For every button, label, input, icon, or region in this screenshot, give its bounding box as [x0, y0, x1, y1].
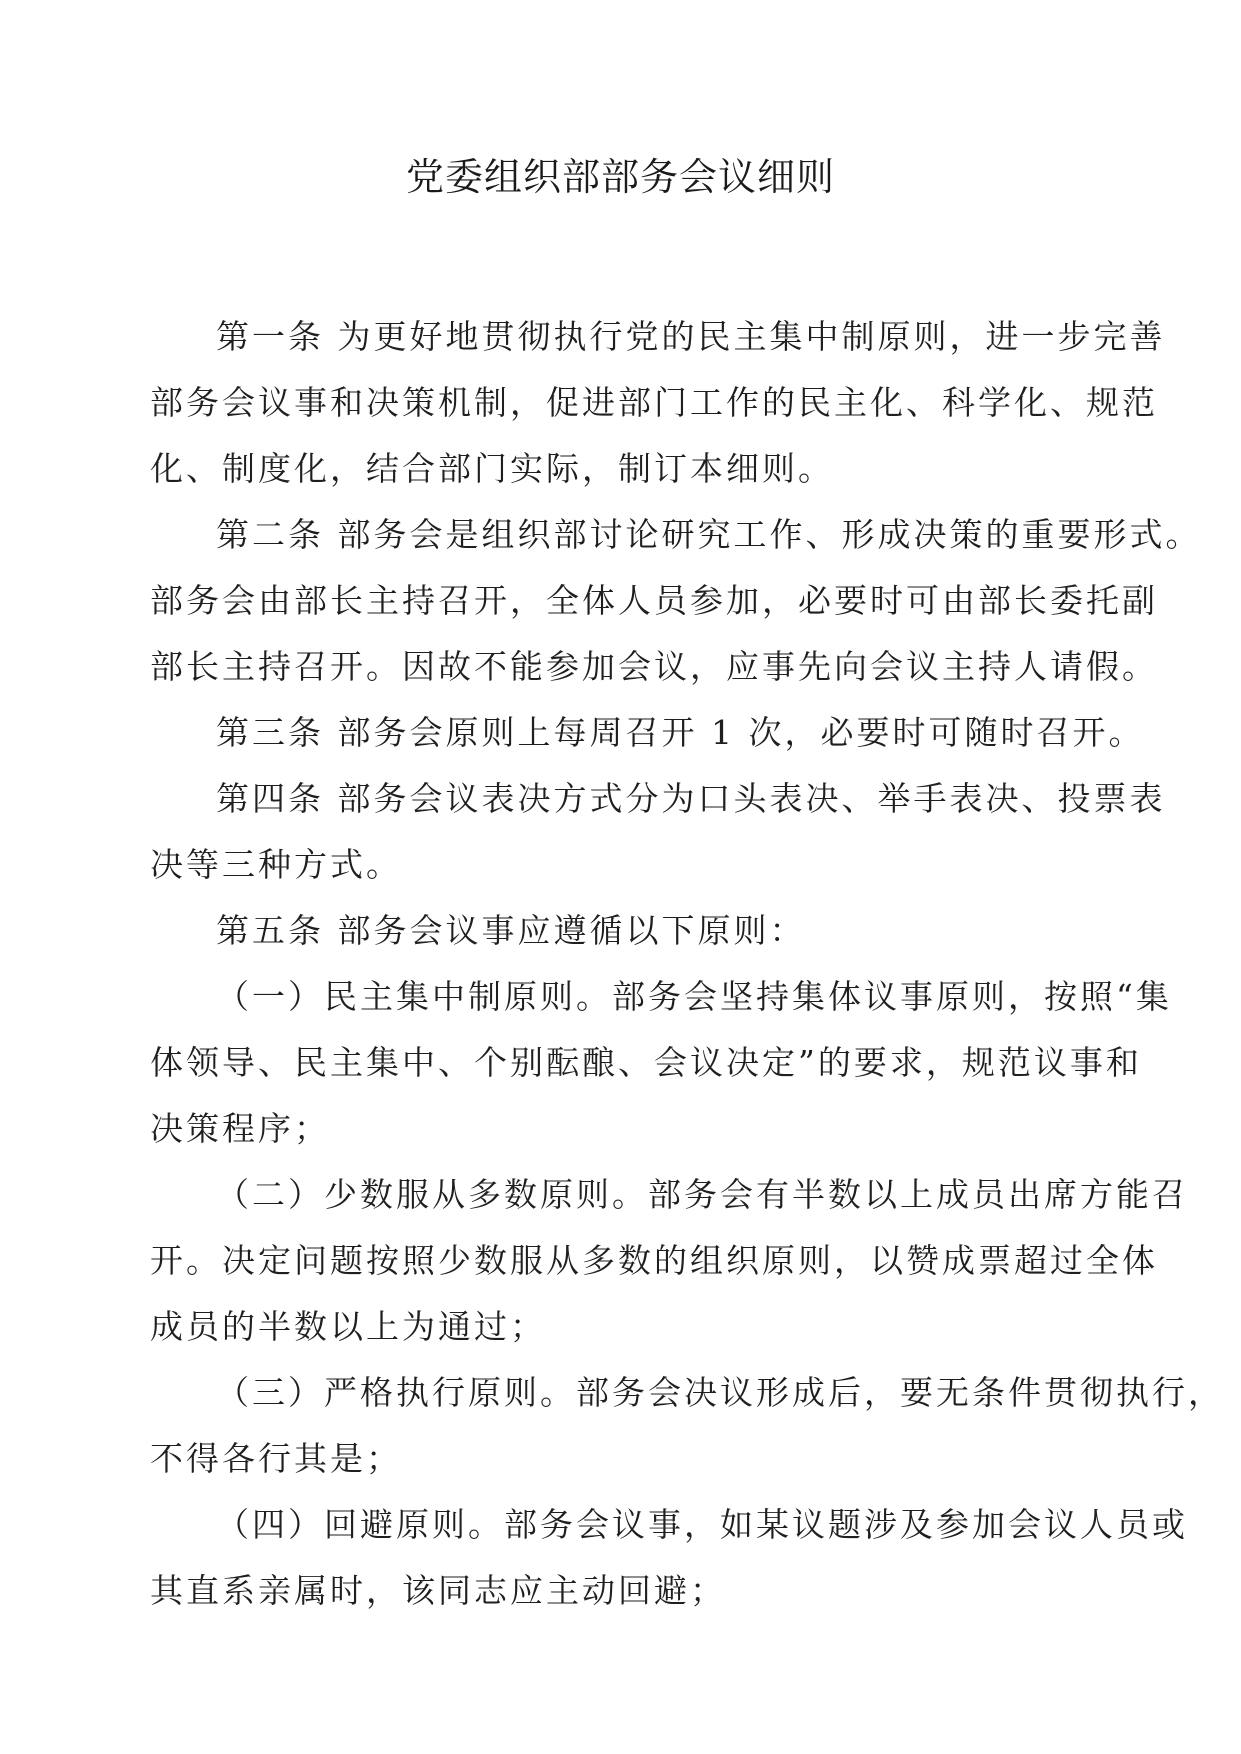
paragraph-line: 化、制度化，结合部门实际，制订本细则。 — [150, 449, 834, 488]
paragraph-line: 部长主持召开。因故不能参加会议，应事先向会议主持人请假。 — [150, 647, 1158, 686]
paragraph-line: 体领导、民主集中、个别酝酿、会议决定”的要求，规范议事和 — [150, 1043, 1142, 1082]
paragraph-line: 决等三种方式。 — [150, 845, 402, 884]
paragraph-line: 成员的半数以上为通过； — [150, 1307, 546, 1346]
paragraph-line: 不得各行其是； — [150, 1439, 402, 1478]
paragraph-line: 第五条 部务会议事应遵循以下原则： — [216, 911, 806, 950]
paragraph-line: 第三条 部务会原则上每周召开 1 次，必要时可随时召开。 — [216, 713, 1145, 752]
paragraph-line: （三）严格执行原则。部务会决议形成后，要无条件贯彻执行， — [216, 1373, 1224, 1412]
document-title: 党委组织部部务会议细则 — [405, 155, 835, 199]
paragraph-line: 第一条 为更好地贯彻执行党的民主集中制原则，进一步完善 — [216, 317, 1166, 356]
paragraph-line: （四）回避原则。部务会议事，如某议题涉及参加会议人员或 — [216, 1505, 1188, 1544]
paragraph-line: 部务会由部长主持召开，全体人员参加，必要时可由部长委托副 — [150, 581, 1158, 620]
paragraph-line: （二）少数服从多数原则。部务会有半数以上成员出席方能召 — [216, 1175, 1188, 1214]
paragraph-line: （一）民主集中制原则。部务会坚持集体议事原则，按照“集 — [216, 977, 1172, 1016]
paragraph-line: 第二条 部务会是组织部讨论研究工作、形成决策的重要形式。 — [216, 515, 1202, 554]
paragraph-line: 决策程序； — [150, 1109, 330, 1148]
paragraph-line: 其直系亲属时，该同志应主动回避； — [150, 1571, 726, 1610]
paragraph-line: 开。决定问题按照少数服从多数的组织原则，以赞成票超过全体 — [150, 1241, 1158, 1280]
paragraph-line: 部务会议事和决策机制，促进部门工作的民主化、科学化、规范 — [150, 383, 1158, 422]
paragraph-line: 第四条 部务会议表决方式分为口头表决、举手表决、投票表 — [216, 779, 1166, 818]
